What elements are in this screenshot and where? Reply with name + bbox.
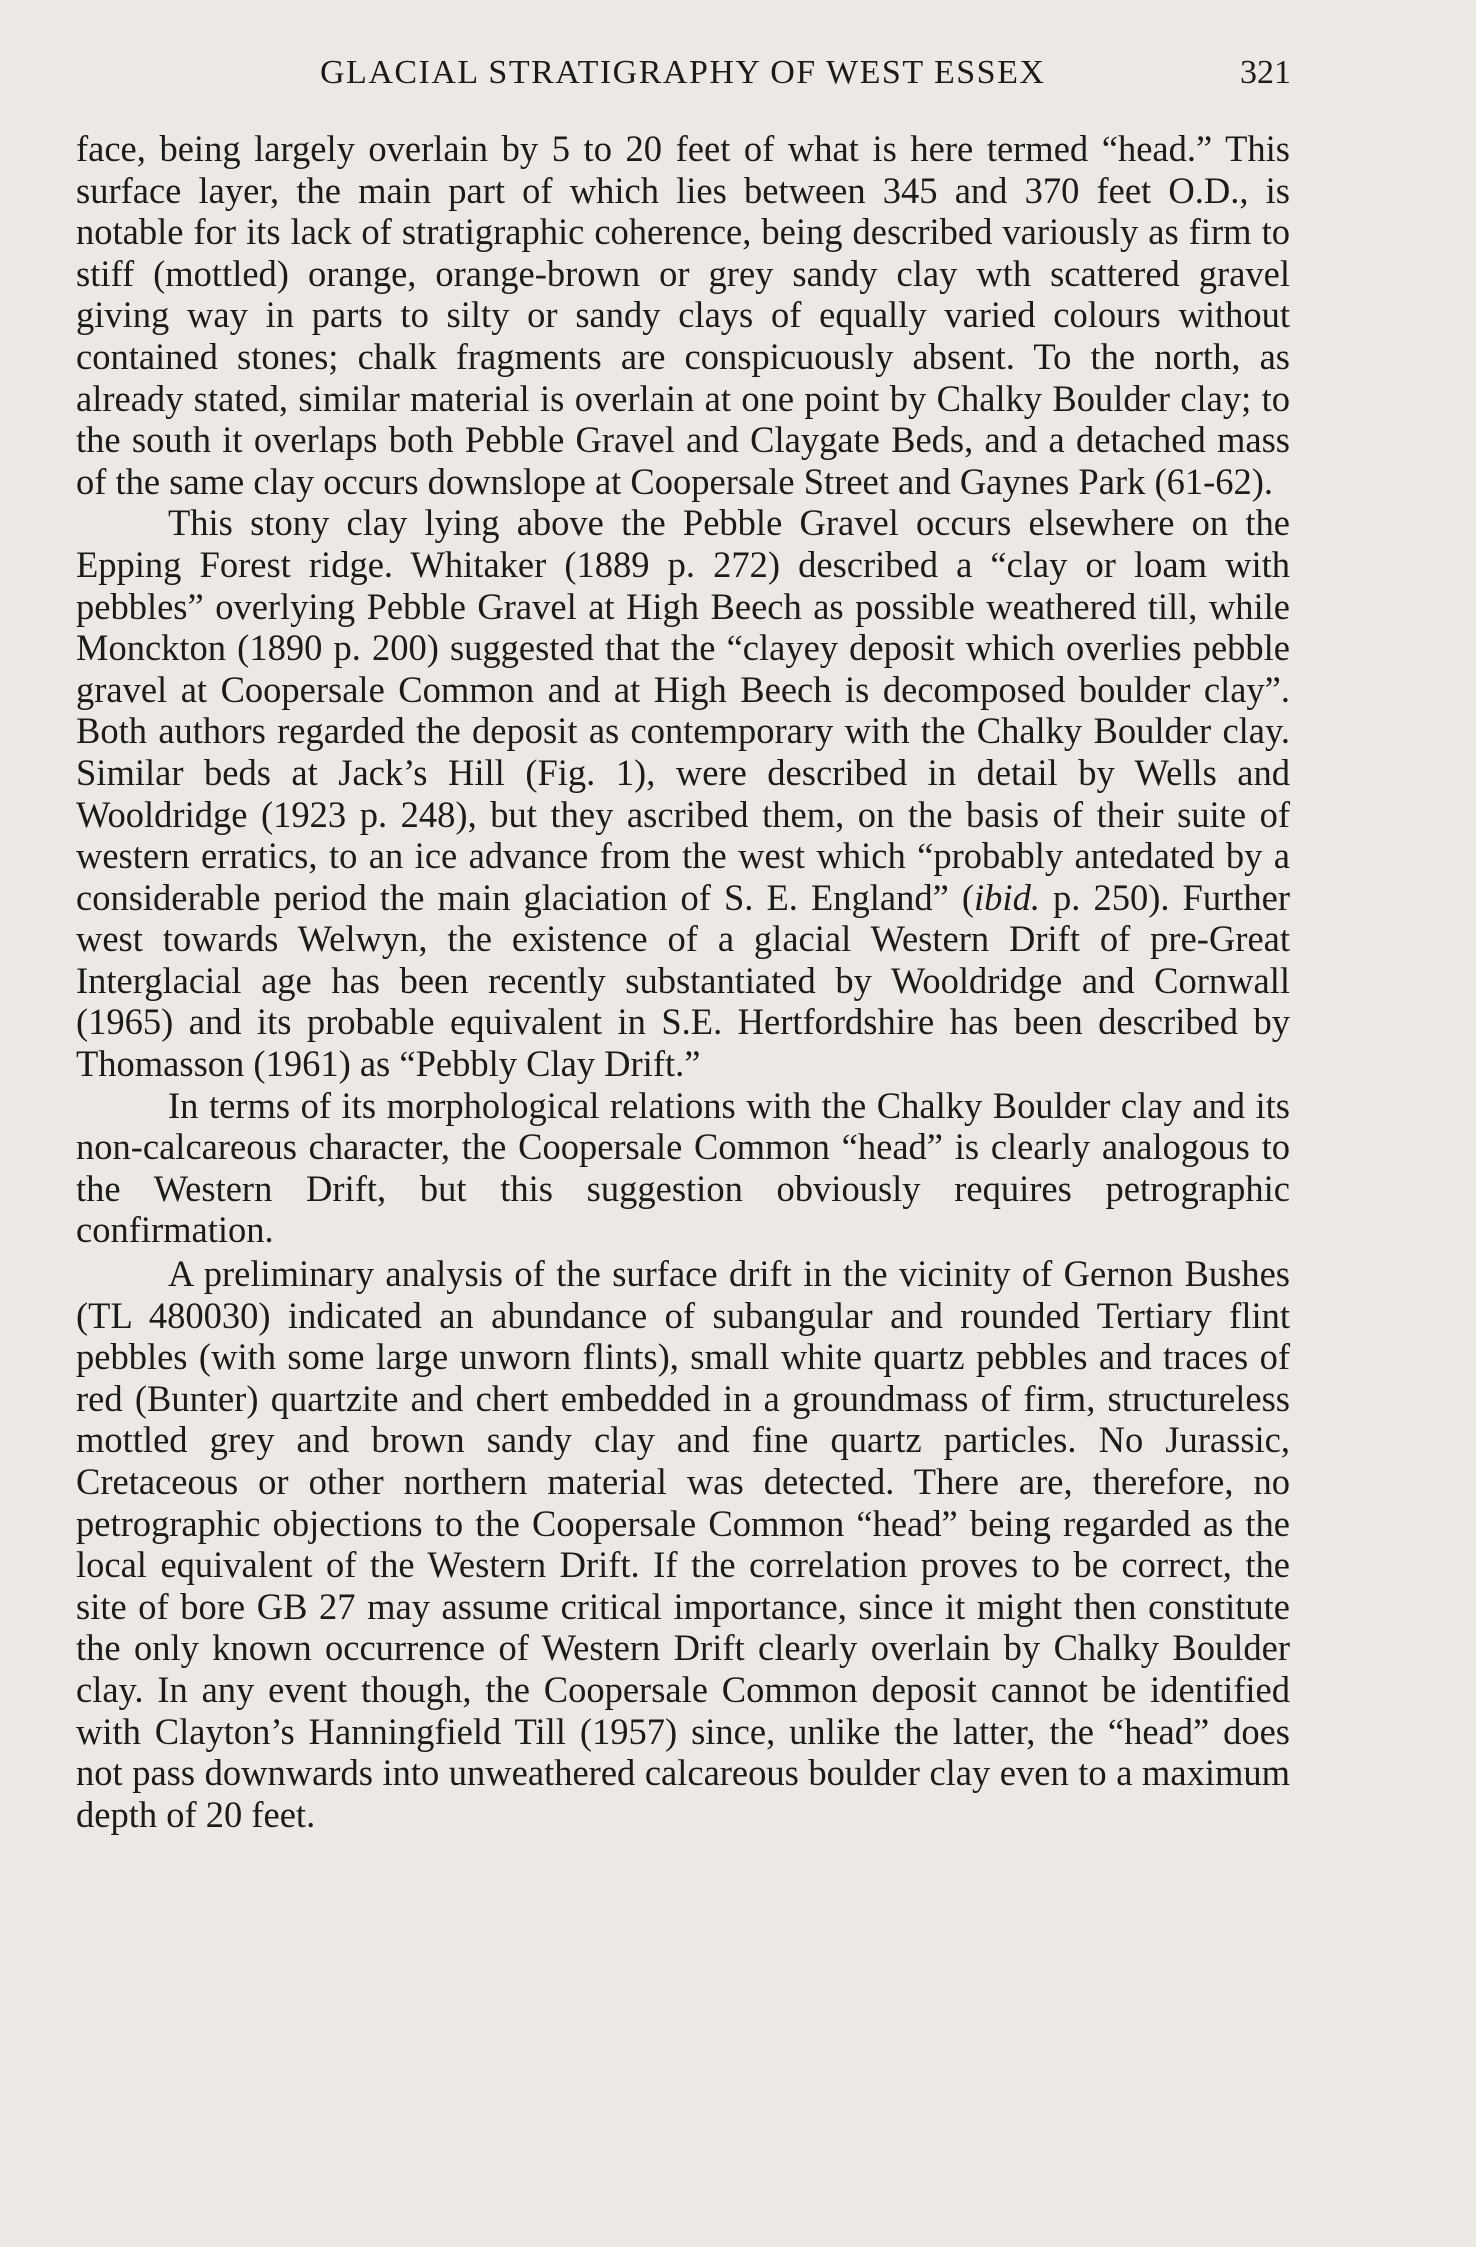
italic-text: ibid. xyxy=(974,876,1040,918)
paragraph xyxy=(76,128,1290,502)
body-text xyxy=(76,128,1290,1835)
paragraph-text: This stony clay lying above the Pebble Gravel occurs elsewhere on the Epping Forest ridge. Whitaker (1889 p. 272) described a “clay or loam with pebbles” overlying Pebble Gravel at High Beech as possible weathered till, while Monckton (1890 p. 200) suggested that the “clayey deposit which overlies pebble gravel at Coopersale Common and at High Beech is decomposed boulder clay”. Both authors regarded the deposit as contemporary with the Chalky Boulder clay. Similar beds at Jack’s Hill (Fig. 1), were described in detail by Wells and Wooldridge (1923 p. 248), but they ascribed them, on the basis of their suite of western erratics, to an ice advance from the west which “probably antedated by a considerable period the main glaciation of S. E. England” ( xyxy=(76,502,1290,918)
paragraph xyxy=(76,1085,1290,1251)
paragraph-text: In terms of its morphological relations with the Chalky Boulder clay and its non-calcareous character, the Coopersale Common “head” is clearly analogous to the Western Drift, but this suggestion obviously requires petrographic confirmation. xyxy=(76,1084,1290,1251)
page-header xyxy=(0,48,1476,98)
running-title: GLACIAL STRATIGRAPHY OF WEST ESSEX xyxy=(320,54,1046,91)
page-number: 321 xyxy=(1240,54,1291,91)
paragraph xyxy=(76,1253,1290,1835)
paragraph-text: p. 250). Further west towards Welwyn, the existence of a glacial Western Drift of pre-Great Interglacial age has been recently substantiated by Wooldridge and Cornwall (1965) and its probable equivalent in S.E. Hertfordshire has been described by Thomasson (1961) as “Pebbly Clay Drift.” xyxy=(76,876,1291,1085)
paragraph xyxy=(76,502,1290,1084)
paragraph-text: A preliminary analysis of the surface drift in the vicinity of Gernon Bushes (TL 480030) indicated an abundance of subangular and rounded Tertiary flint pebbles (with some large unworn flints), small white quartz pebbles and traces of red (Bunter) quartzite and chert embedded in a groundmass of firm, structureless mottled grey and brown sandy clay and fine quartz particles. No Jurassic, Cretaceous or other northern material was detected. There are, therefore, no petrographic objections to the Coopersale Common “head” being regarded as the local equivalent of the Western Drift. If the correlation proves to be correct, the site of bore GB 27 may assume critical importance, since it might then constitute the only known occurrence of Western Drift clearly overlain by Chalky Boulder clay. In any event though, the Coopersale Common deposit cannot be identified with Clayton’s Hanningfield Till (1957) since, unlike the latter, the “head” does not pass downwards into unweathered calcareous boulder clay even to a maximum depth of 20 feet. xyxy=(76,1253,1290,1835)
paragraph-text: face, being largely overlain by 5 to 20 feet of what is here termed “head.” This surface layer, the main part of which lies between 345 and 370 feet O.D., is notable for its lack of stratigraphic coherence, being described variously as firm to stiff (mottled) orange, orange-brown or grey sandy clay wth scattered gravel giving way in parts to silty or sandy clays of equally varied colours without contained stones; chalk fragments are conspicuously absent. To the north, as already stated, similar material is overlain at one point by Chalky Boulder clay; to the south it overlaps both Pebble Gravel and Claygate Beds, and a detached mass of the same clay occurs downslope at Coopersale Street and Gaynes Park (61-62). xyxy=(76,128,1290,502)
